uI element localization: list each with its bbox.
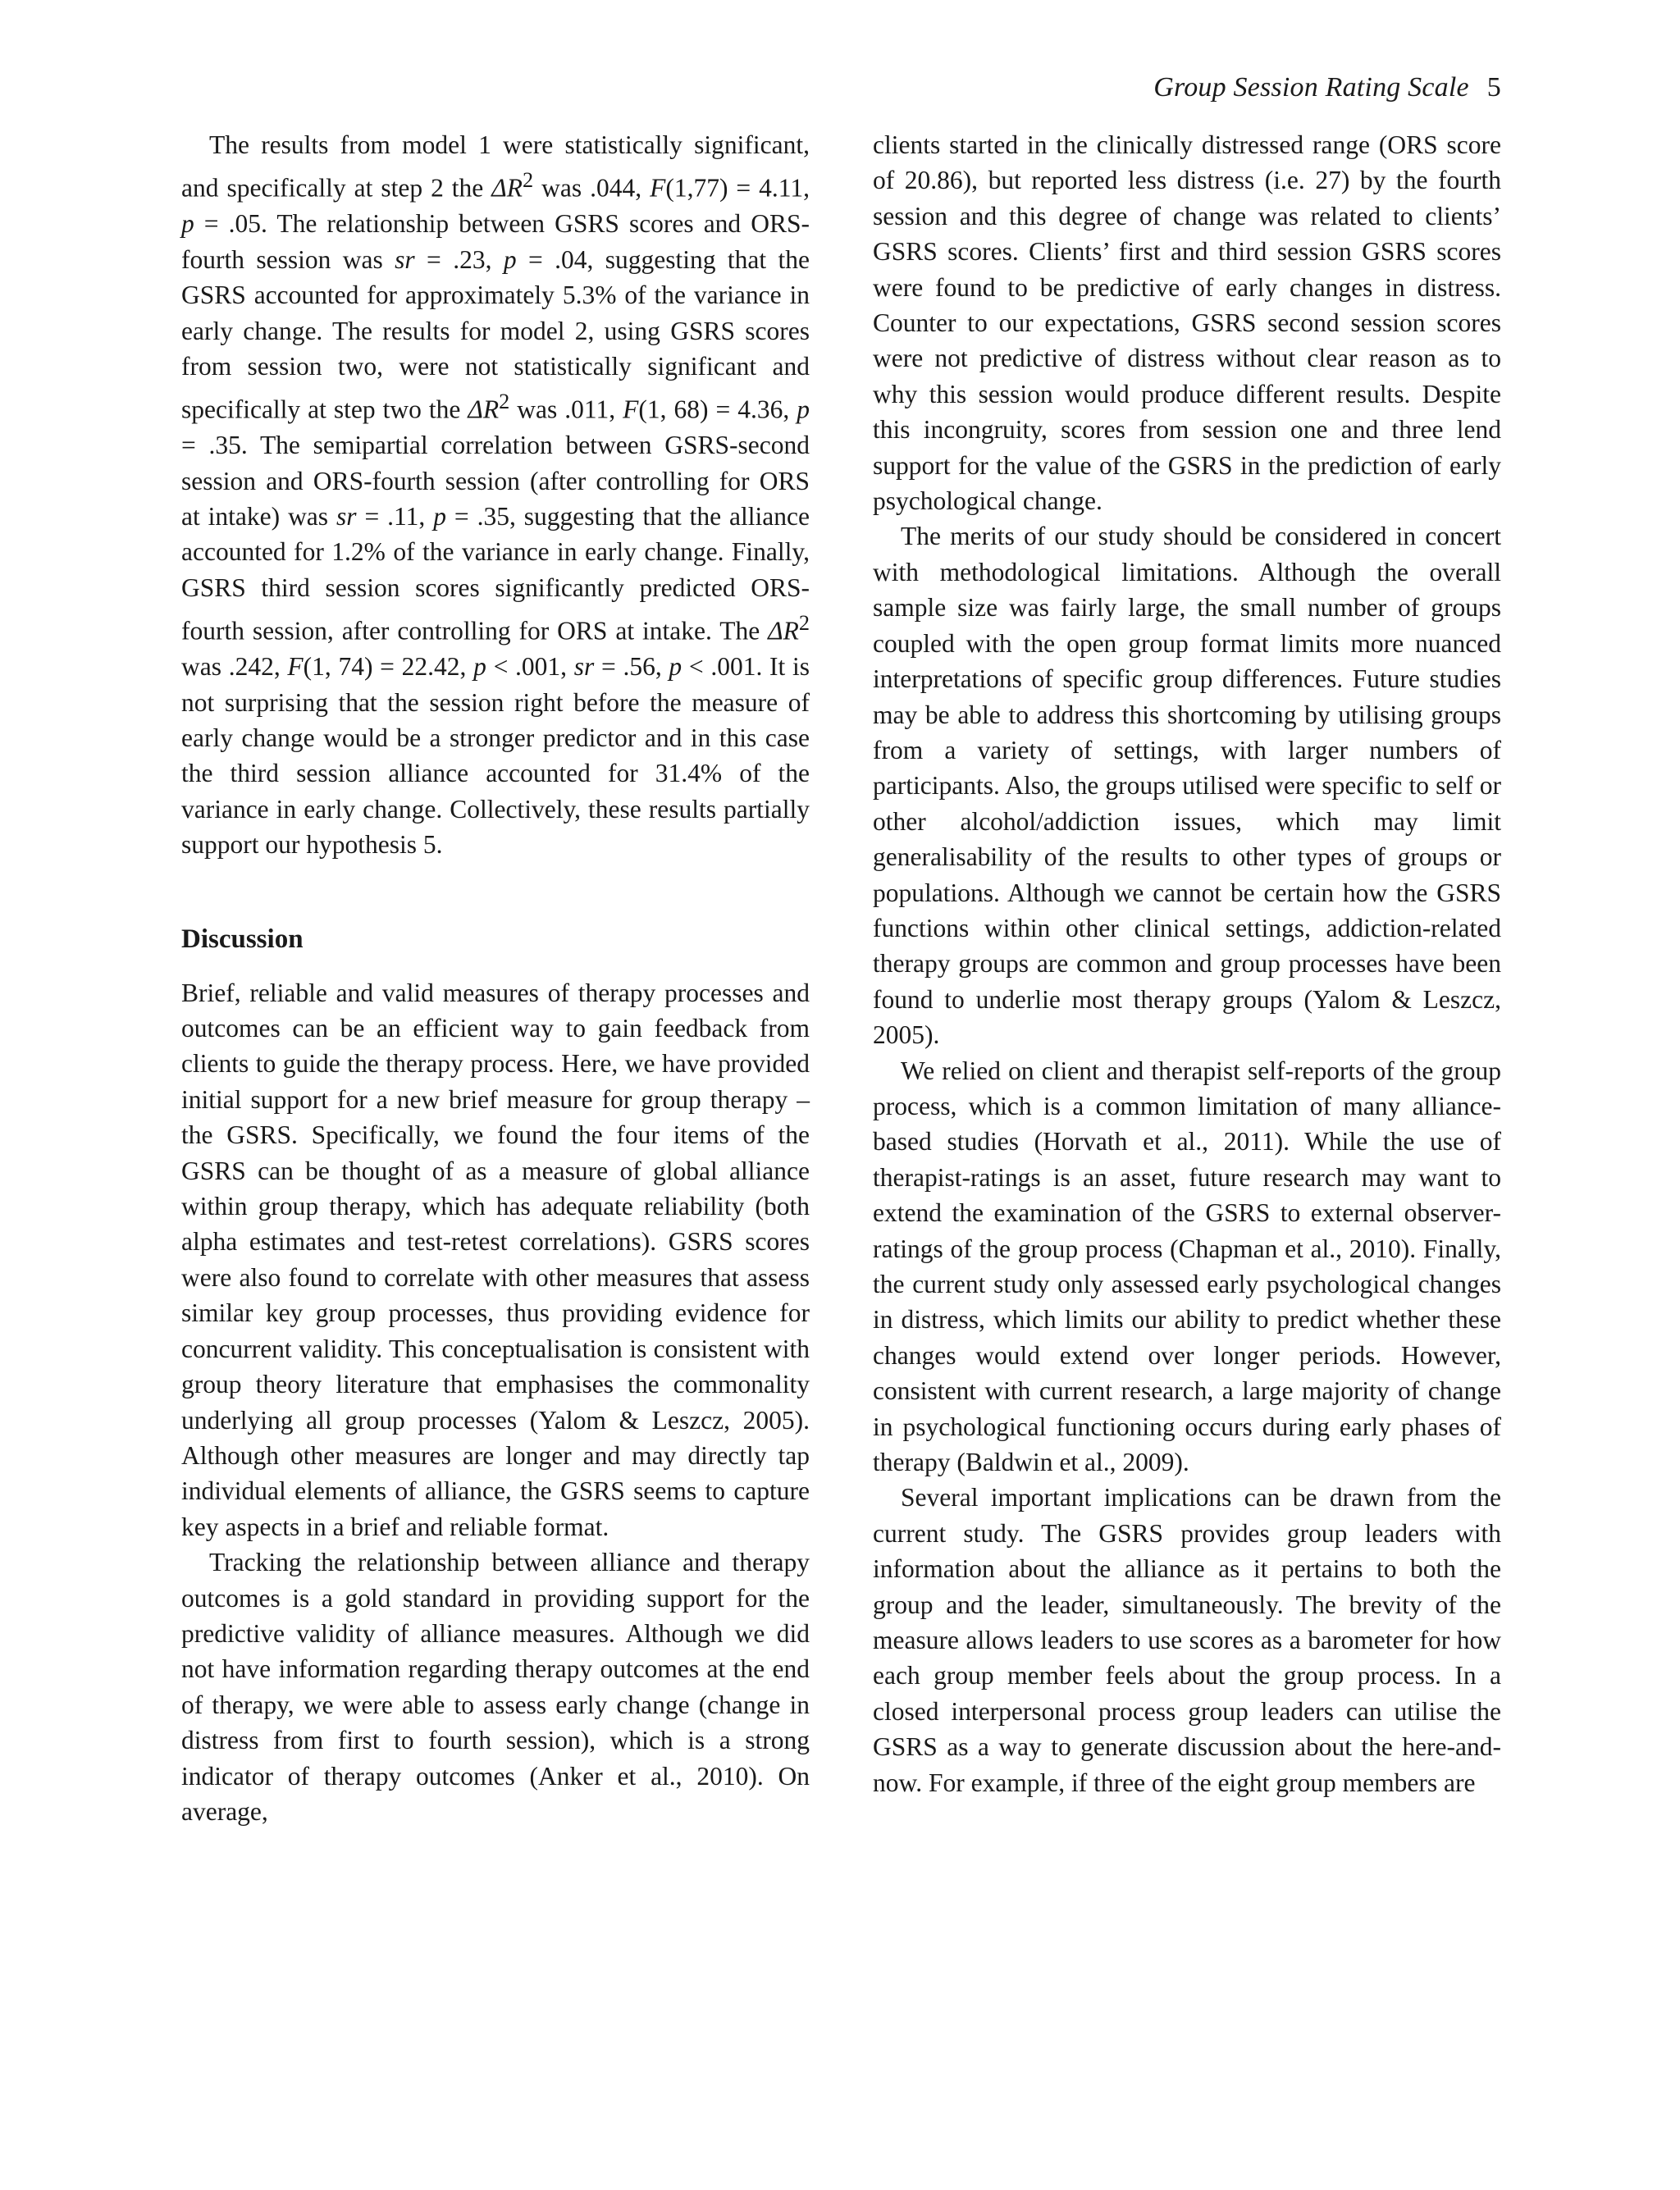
left-column — [181, 127, 810, 1829]
page-number: 5 — [1486, 72, 1501, 103]
continued-paragraph: clients started in the clinically distressed range (ORS score of 20.86), but reported less distress (i.e. 27) by the fourth session and this degree of change was related to clients’ GSRS scores. Clients’ first and third session GSRS scores were found to be predictive of early changes in distress. Counter to our expectations, GSRS second session scores were not predictive of distress without clear reason as to why this session would produce different results. Despite this incongruity, scores from session one and three lend support for the value of the GSRS in the prediction of early psychological change. — [873, 130, 1501, 516]
right-column — [873, 127, 1501, 1800]
running-title: Group Session Rating Scale — [1153, 72, 1469, 103]
implications-paragraph: Several important implications can be drawn from the current study. The GSRS provides group leaders with information about the alliance as it pertains to both the group and the leader, simultaneously. The brevity of the measure allows leaders to use scores as a barometer for how each group member feels about the group process. In a closed interpersonal process group leaders can utilise the GSRS as a way to generate discussion about the here-and-now. For example, if three of the eight group members are — [873, 1483, 1501, 1797]
discussion-paragraph-1: Brief, reliable and valid measures of therapy processes and outcomes can be an efficient way to gain feedback from clients to guide the therapy process. Here, we have provided initial support for a new brief measure for group therapy – the GSRS. Specifically, we found the four items of the GSRS can be thought of as a measure of global alliance within group therapy, which has adequate reliability (both alpha estimates and test-retest correlations). GSRS scores were also found to correlate with other measures that assess similar key group processes, thus providing evidence for concurrent validity. This conceptualisation is consistent with group theory literature that emphasises the commonality underlying all group processes (Yalom & Leszcz, 2005). Although other measures are longer and may directly tap individual elements of alliance, the GSRS seems to capture key aspects in a brief and reliable format. — [181, 978, 810, 1541]
section-heading-discussion: Discussion — [181, 924, 304, 954]
running-head — [1153, 72, 1501, 103]
limitations-paragraph: The merits of our study should be considered in concert with methodological limitations. Although the overall sample size was fairly large, the small number of groups coupled with the open group format limits more nuanced interpretations of specific group differences. Future studies may be able to address this shortcoming by utilising groups from a variety of settings, with larger numbers of participants. Also, the groups utilised were specific to self or other alcohol/addiction issues, which may limit generalisability of the results to other types of groups or populations. Although we cannot be certain how the GSRS functions within other clinical settings, addiction-related therapy groups are common and group processes have been found to underlie most therapy groups (Yalom & Leszcz, 2005). — [873, 522, 1501, 1050]
self-report-paragraph: We relied on client and therapist self-reports of the group process, which is a common limitation of many alliance-based studies (Horvath et al., 2011). While the use of therapist-ratings is an asset, future research may want to extend the examination of the GSRS to external observer-ratings of the group process (Chapman et al., 2010). Finally, the current study only assessed early psychological changes in distress, which limits our ability to predict whether these changes would extend over longer periods. However, consistent with current research, a large majority of change in psychological functioning occurs during early phases of therapy (Baldwin et al., 2009). — [873, 1056, 1501, 1477]
results-paragraph: The results from model 1 were statistically significant, and specifically at step 2 the $\Delta R^2$ was .044, F(1,77) = 4.11, p = .05. The relationship between GSRS scores and ORS-fourth session was sr = .23, p = .04, suggesting that the GSRS accounted for approximately 5.3% of the variance in early change. The results for model 2, using GSRS scores from session two, were not statistically significant and specifically at step two the $\Delta R^2$ was .011, F(1, 68) = 4.36, p = .35. The semipartial correlation between GSRS-second session and ORS-fourth session (after controlling for ORS at intake) was sr = .11, p = .35, suggesting that the alliance accounted for 1.2% of the variance in early change. Finally, GSRS third session scores significantly predicted ORS-fourth session, after controlling for ORS at intake. The $\Delta R^2$ was .242, F(1, 74) = 22.42, p < .001, sr = .56, p < .001. It is not surprising that the session right before the measure of early change would be a stronger predictor and in this case the third session alliance accounted for 31.4% of the variance in early change. Collectively, these results partially support our hypothesis 5. — [181, 130, 810, 860]
discussion-paragraph-2: Tracking the relationship between alliance and therapy outcomes is a gold standard in providing support for the predictive validity of alliance measures. Although we did not have information regarding therapy outcomes at the end of therapy, we were able to assess early change (change in distress from first to fourth session), which is a strong indicator of therapy outcomes (Anker et al., 2010). On average, — [181, 1548, 810, 1826]
